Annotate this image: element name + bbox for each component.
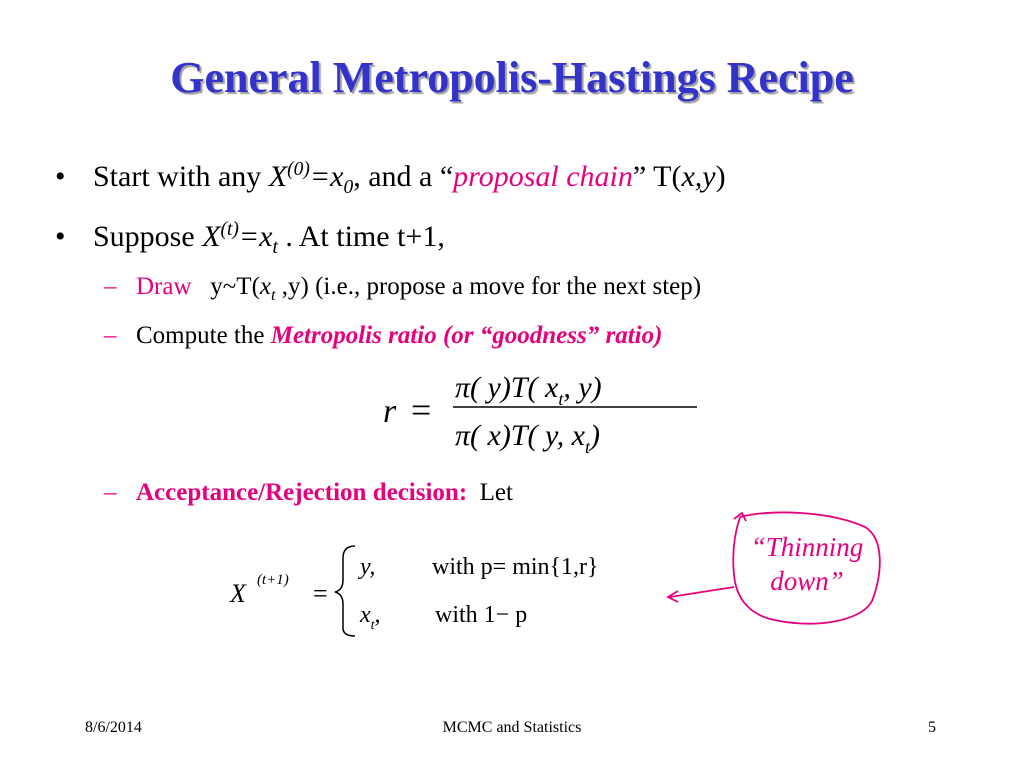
acceptance-let: Let [479,479,513,506]
note-line-2: down” [770,566,844,596]
annotation-arrow-line [670,587,734,597]
svg-text:xt, [359,602,381,633]
case2-comma: , [374,602,381,628]
var-x: X [202,220,221,253]
var-x: X [268,160,288,193]
bullet-close-paren: ) [715,160,726,193]
update-lhs-sup: (t+1) [257,572,289,588]
eq-x: =x [238,220,273,253]
subscript-0: 0 [343,177,354,198]
ratio-numerator-sub: t [558,389,564,409]
svg-text:π( x)T( y, xt) [455,419,600,457]
note-line-1: “Thinning [750,532,864,562]
ratio-numerator: π( y)T( x [455,371,559,404]
bullet-marker: • [55,160,66,193]
superscript-0: (0) [287,159,310,180]
ratio-lhs: r [383,393,397,430]
var-x: x [259,273,272,300]
bullet-text-start: Start with any [93,160,269,193]
var-xy: x,y [681,160,716,193]
sub-marker: – [104,273,117,300]
footer-title: MCMC and Statistics [442,719,582,736]
footer-page-number: 5 [928,719,936,736]
bullet-text-suppose: Suppose [93,220,203,253]
sub-marker: – [104,479,117,506]
case2-condition: with 1− p [435,602,528,628]
sub-text [136,478,513,508]
case2-sub: t [370,618,375,633]
sub-marker: – [104,322,117,349]
update-lhs: X [230,579,246,608]
thinning-note [732,530,882,598]
bullet-marker: • [55,220,66,253]
superscript-t: (t) [220,219,239,240]
subscript-t: t [272,237,278,258]
draw-text-b: ,y) (i.e., propose a move for the next step) [275,273,702,300]
svg-text:π( y)T( xt, y) [455,371,602,409]
case1-condition: with p= min{1,r} [432,554,599,580]
bullet-text-and: , and a “ [353,160,454,193]
bullet-text-rest: . At time t+1, [277,220,445,253]
case2-value: x [360,602,371,628]
ratio-numerator-end: , y) [563,371,602,404]
eq-x: =x [309,160,344,193]
proposal-chain-term: proposal chain [453,160,633,193]
sub-text [136,321,662,351]
bullet-text [93,159,726,198]
ratio-formula [375,365,705,465]
update-formula [225,540,680,640]
ratio-denominator-sub: t [584,437,590,457]
slide-title: General Metropolis-Hastings Recipe [170,53,854,102]
subscript-t: t [271,286,276,304]
metropolis-ratio-term: Metropolis ratio (or “goodness” ratio) [270,322,663,349]
footer-date: 8/6/2014 [85,719,142,736]
left-brace [335,546,355,636]
update-equals: = [313,579,328,608]
compute-text: Compute the [136,322,271,349]
sub-text [136,272,701,302]
ratio-denominator: π( x)T( y, x [455,419,585,452]
draw-text-a: y~T( [210,273,260,300]
bullet-text [93,219,445,258]
ratio-equals: = [411,390,432,430]
draw-label: Draw [136,273,192,300]
case1-value: y, [360,554,376,580]
bullet-text-T: ” T( [632,160,682,193]
ratio-denominator-end: ) [590,419,600,452]
acceptance-term: Acceptance/Rejection decision: [136,479,468,506]
